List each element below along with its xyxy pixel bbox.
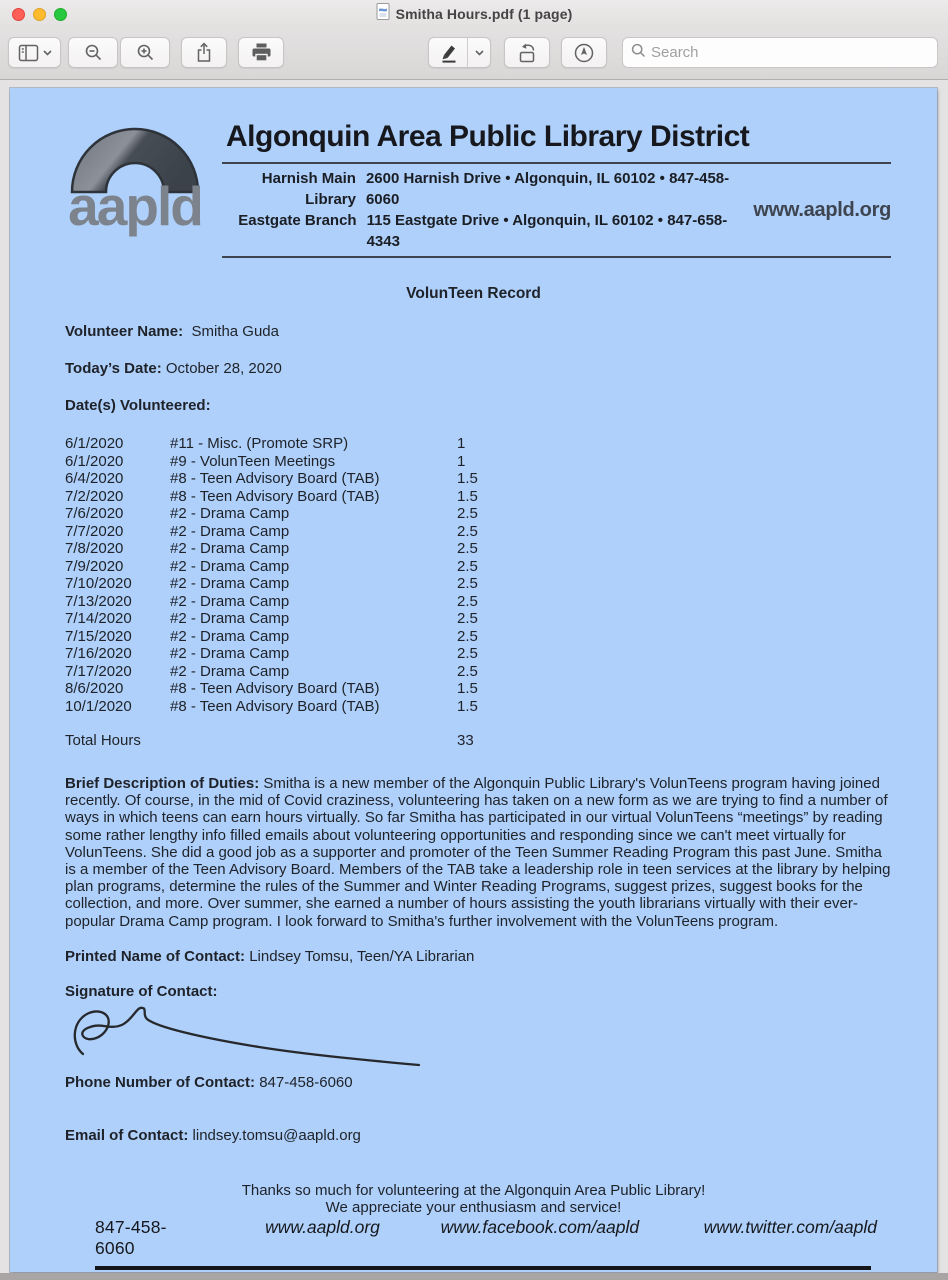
dates-volunteered-heading: Date(s) Volunteered: (65, 397, 211, 414)
entry-hours: 1 (457, 452, 466, 470)
markup-pen-icon (429, 42, 467, 63)
print-button[interactable] (238, 37, 284, 68)
duties-paragraph: Brief Description of Duties: Smitha is a new member of the Algonquin Public Library's VolunTeens program having joined recently. Of course, in the mid of Covid craziness, volunteering has taken on a new form as we are trying to find a number of ways in which teens can earn hours virtually. So far Smitha has participated in our virtual VolunTeens “meetings” by reading some rather lengthy info filled emails about volunteering opportunities and responding since we can't meet virtually for VolunTeens. She did a good job as a supporter and promoter of the Teen Summer Reading Program this past June. Smitha is a member of the Teen Advisory Board. Members of the TAB take a leadership role in teen services at the library by helping plan programs, determine the rules of the Summer and Winter Reading Programs, suggest prizes, suggest books for the collection, and more. Over summer, she earned a number of hours assisting the youth librarians virtually with their ever-popular Drama Camp program. I look forward to Smitha's further involvement with the VolunTeens program. (65, 775, 891, 930)
location-row (222, 168, 745, 210)
location-details: 2600 Harnish Drive • Algonquin, IL 60102 • 847-458-6060 (365, 170, 730, 208)
entry-hours: 2.5 (457, 592, 478, 610)
search-field[interactable] (622, 37, 938, 68)
footer-link-twitter: www.twitter.com/aapld (703, 1216, 877, 1237)
entry-activity: #2 - Drama Camp (170, 575, 290, 592)
thanks-line-1: Thanks so much for volunteering at the Algonquin Area Public Library! (241, 1181, 706, 1199)
table-row (65, 680, 882, 698)
traffic-lights (12, 8, 67, 21)
duties-text: Smitha is a new member of the Algonquin Public Library's VolunTeens program having joined recently. Of course, in the mid of Covid craziness, volunteering has taken on a new form as we are trying to find a number of ways in which teens can earn hours virtually. So far Smitha has participated in our virtual VolunTeens “meetings” by reading some rather lengthy info filled emails about volunteering opportunities and responding since we can't meet virtually for VolunTeens. She did a good job as a supporter and promoter of the Teen Summer Reading Program this past June. Smitha is a member of the Teen Advisory Board. Members of the TAB take a leadership role in teen services at the library by helping plan programs, determine the rules of the Summer and Winter Reading Programs, suggest prizes, suggest books for the collection, and more. Over summer, she earned a number of hours assisting the youth librarians virtually with their ever-popular Drama Camp program. I look forward to Smitha's further involvement with the VolunTeens program. (65, 775, 891, 930)
email-value: lindsey.tomsu@aapld.org (192, 1126, 361, 1144)
table-row (65, 645, 882, 663)
volunteer-name-value: Smitha Guda (191, 323, 279, 340)
location-name: Harnish Main Library (261, 170, 356, 208)
letterhead (10, 88, 937, 258)
phone-field: Phone Number of Contact: 847-458-6060 (65, 1073, 353, 1091)
signature-block (65, 1004, 882, 1068)
table-row (65, 575, 882, 593)
entry-hours: 2.5 (457, 645, 478, 662)
entry-hours: 1 (457, 435, 466, 452)
entry-activity: #2 - Drama Camp (170, 522, 290, 540)
table-row (65, 523, 882, 541)
form-title: VolunTeen Record (406, 285, 541, 302)
signature-label: Signature of Contact (65, 982, 213, 1000)
logo-text: aapld (68, 175, 202, 238)
table-row (65, 663, 882, 681)
entry-date: 7/9/2020 (65, 557, 124, 575)
zoom-in-button[interactable] (120, 37, 170, 68)
entry-activity: #2 - Drama Camp (170, 627, 290, 645)
page-footer (10, 1217, 937, 1272)
sidebar-icon (18, 44, 39, 62)
table-row (65, 698, 882, 716)
title-bar (0, 0, 948, 28)
entry-activity: #8 - Teen Advisory Board (TAB) (170, 697, 380, 715)
entry-activity: #2 - Drama Camp (170, 540, 290, 557)
table-row (65, 470, 882, 488)
entry-activity: #2 - Drama Camp (170, 505, 290, 522)
library-website: www.aapld.org (753, 198, 891, 221)
todays-date-label: Today’s Date (65, 360, 157, 377)
markup-toolbar-icon (573, 42, 595, 64)
entry-date: 6/1/2020 (65, 452, 124, 470)
entry-date: 7/13/2020 (65, 592, 132, 610)
total-hours-row (65, 732, 882, 749)
entry-date: 7/6/2020 (65, 505, 124, 522)
table-row (65, 558, 882, 576)
pdf-page (10, 88, 937, 1272)
printed-name-value: Lindsey Tomsu, Teen/YA Librarian (249, 947, 475, 965)
footer-rule (95, 1266, 871, 1270)
signature-handwriting (67, 1006, 439, 1068)
footer-link-website: www.aapld.org (265, 1216, 380, 1237)
entry-date: 6/1/2020 (65, 435, 124, 452)
entry-date: 10/1/2020 (65, 697, 132, 715)
header-rule-bottom (222, 256, 891, 258)
location-details: 115 Eastgate Drive • Algonquin, IL 60102 • 847-658-4343 (366, 212, 728, 250)
entry-hours: 1.5 (457, 680, 478, 697)
share-icon (194, 42, 214, 63)
entry-activity: #2 - Drama Camp (170, 662, 290, 680)
entry-date: 7/2/2020 (65, 487, 124, 505)
entry-date: 7/17/2020 (65, 662, 132, 680)
entry-date: 7/14/2020 (65, 610, 132, 627)
search-input[interactable] (651, 44, 929, 61)
search-icon (631, 43, 646, 63)
entry-hours: 1.5 (457, 470, 478, 487)
phone-label: Phone Number of Contact (65, 1073, 251, 1091)
document-proxy-icon (376, 3, 390, 25)
entry-activity: #2 - Drama Camp (170, 645, 290, 662)
print-icon (251, 43, 272, 62)
share-button[interactable] (181, 37, 227, 68)
entry-date: 7/15/2020 (65, 627, 132, 645)
entry-hours: 2.5 (457, 557, 478, 575)
entry-activity: #9 - VolunTeen Meetings (170, 452, 336, 470)
phone-value: 847-458-6060 (259, 1073, 353, 1091)
entry-hours: 2.5 (457, 505, 478, 522)
sidebar-view-button[interactable] (8, 37, 61, 68)
entry-hours: 2.5 (457, 522, 478, 540)
location-name: Eastgate Branch (238, 212, 357, 229)
zoom-out-icon (84, 43, 103, 62)
dates-volunteered-label: Date(s) Volunteered (65, 397, 206, 414)
toolbar (0, 28, 948, 80)
table-row (65, 505, 882, 523)
zoom-out-button[interactable] (68, 37, 118, 68)
entry-hours: 2.5 (457, 540, 478, 557)
entry-date: 6/4/2020 (65, 470, 124, 487)
table-row (65, 453, 882, 471)
chevron-down-icon (475, 50, 484, 56)
entry-date: 7/16/2020 (65, 645, 132, 662)
entry-date: 8/6/2020 (65, 680, 124, 697)
table-row (65, 628, 882, 646)
hours-table (65, 435, 882, 715)
entry-activity: #2 - Drama Camp (170, 557, 290, 575)
printed-name-field: Printed Name of Contact: Lindsey Tomsu, Teen/YA Librarian (65, 947, 475, 965)
table-row (65, 540, 882, 558)
duties-label: Brief Description of Duties (65, 775, 255, 792)
volunteer-name-label: Volunteer Name (65, 323, 179, 340)
footer-phone: 847-458-6060 (95, 1216, 167, 1258)
entry-activity: #2 - Drama Camp (170, 592, 290, 610)
volunteer-name-field: Volunteer Name: Smitha Guda (65, 323, 279, 340)
entry-activity: #2 - Drama Camp (170, 610, 290, 627)
entry-date: 7/8/2020 (65, 540, 124, 557)
pdf-content-area (0, 80, 948, 1280)
entry-activity: #8 - Teen Advisory Board (TAB) (170, 470, 380, 487)
fullscreen-button[interactable] (54, 8, 67, 21)
todays-date-field: Today’s Date: October 28, 2020 (65, 360, 282, 377)
table-row (65, 610, 882, 628)
footer-link-facebook: www.facebook.com/aapld (440, 1216, 640, 1237)
entry-hours: 1.5 (457, 697, 478, 715)
table-row (65, 435, 882, 453)
page-bottom-edge (0, 1273, 948, 1280)
entry-hours: 2.5 (457, 610, 478, 627)
entry-date: 7/7/2020 (65, 522, 124, 540)
markup-toolbar-button[interactable] (561, 37, 607, 68)
entry-activity: #8 - Teen Advisory Board (TAB) (170, 487, 380, 505)
total-hours-value: 33 (457, 732, 474, 749)
close-button[interactable] (12, 8, 25, 21)
thanks-message (10, 1182, 937, 1217)
zoom-in-icon (136, 43, 155, 62)
window-title: Smitha Hours.pdf (1 page) (395, 6, 573, 22)
rotate-left-button[interactable] (504, 37, 550, 68)
table-row (65, 488, 882, 506)
location-row (222, 210, 745, 252)
markup-pen-button[interactable] (428, 37, 491, 68)
entry-hours: 2.5 (457, 662, 478, 680)
minimize-button[interactable] (33, 8, 46, 21)
email-field: Email of Contact: lindsey.tomsu@aapld.org (65, 1126, 361, 1144)
entry-hours: 1.5 (457, 487, 478, 505)
entry-date: 7/10/2020 (65, 575, 132, 592)
chevron-down-icon (43, 50, 52, 56)
signature-field: Signature of Contact: (65, 982, 218, 1000)
thanks-line-2: We appreciate your enthusiasm and service! (325, 1199, 622, 1217)
total-hours-label: Total Hours (65, 732, 141, 749)
entry-activity: #8 - Teen Advisory Board (TAB) (170, 680, 380, 697)
entry-hours: 2.5 (457, 575, 478, 592)
entry-hours: 2.5 (457, 627, 478, 645)
library-logo (60, 112, 210, 238)
table-row (65, 593, 882, 611)
printed-name-label: Printed Name of Contact (65, 947, 241, 965)
markup-options-chevron[interactable] (468, 50, 490, 56)
email-label: Email of Contact (65, 1126, 184, 1144)
entry-activity: #11 - Misc. (Promote SRP) (170, 435, 349, 452)
district-title: Algonquin Area Public Library District (226, 120, 750, 153)
rotate-left-icon (516, 42, 538, 63)
todays-date-value: October 28, 2020 (165, 360, 282, 377)
